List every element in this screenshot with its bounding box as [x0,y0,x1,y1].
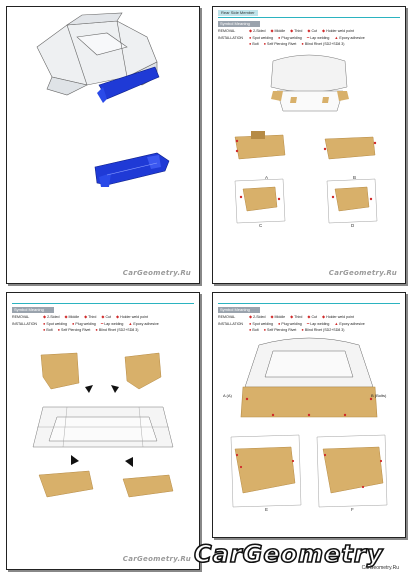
caption-b: B [353,175,357,180]
page-header [218,11,400,18]
site-url[interactable]: CarGeometry.Ru [361,565,399,571]
callout-a: A (A) [223,393,232,398]
symbol-meaning-title: Symbol Meaning [218,307,260,313]
installation-legend-2: ● Bolt ● Self Piercing Rivet ● Blind Rivet (SD2+SD8 3) [43,327,139,332]
installation-legend: INSTALLATION ● Spot welding ● Plug welding ━ Lap welding ▲ Epoxy adhesive [218,321,365,326]
manual-page-4 [212,292,406,538]
watermark: CarGeometry.Ru [122,269,191,277]
rear-floor-overview [213,51,405,281]
rear-floor-parts-exploded [7,337,199,567]
removal-legend: REMOVAL ◆ 2-Sided ◆ Middle ◆ Third ◆ Cut ◆ Holder weld point [218,314,354,319]
watermark: CarGeometry.Ru [122,555,191,563]
symbol-meaning-title: Symbol Meaning [12,307,54,313]
manual-page-2 [212,6,406,284]
removal-legend: REMOVAL ◆ 2-Sided ◆ Middle ◆ Third ◆ Cut ◆ Holder weld point [218,28,354,33]
car-body-illustration [7,7,199,117]
manual-page-3 [6,292,200,570]
removal-legend: REMOVAL ◆ 2-Sided ◆ Middle ◆ Third ◆ Cut ◆ Holder weld point [12,314,148,319]
rear-member-part [7,147,199,207]
page-header [12,297,194,304]
watermark: CarGeometry.Ru [328,269,397,277]
rear-panel-installation [213,337,405,533]
manual-page-1 [6,6,200,284]
brand-logo [190,538,400,568]
caption-f: F [351,507,354,512]
page-header-label: Rear Side Member [218,10,258,16]
caption-c: C [259,223,263,228]
installation-legend: INSTALLATION ● Spot welding ● Plug welding ━ Lap welding ▲ Epoxy adhesive [218,35,365,40]
brand-logo-text: CarGeometry [194,540,384,568]
caption-e: E [265,507,269,512]
callout-b: B (Bolts) [371,393,387,398]
page-header [218,297,400,304]
symbol-meaning-title: Symbol Meaning [218,21,260,27]
installation-legend-2: ● Bolt ● Self Piercing Rivet ● Blind Rivet (SD2+SD8 3) [249,327,345,332]
installation-legend-2: ● Bolt ● Self Piercing Rivet ● Blind Rivet (SD2+SD8 3) [249,41,345,46]
caption-a: A [265,175,269,180]
caption-d: D [351,223,355,228]
installation-legend: INSTALLATION ● Spot welding ● Plug welding ━ Lap welding ▲ Epoxy adhesive [12,321,159,326]
